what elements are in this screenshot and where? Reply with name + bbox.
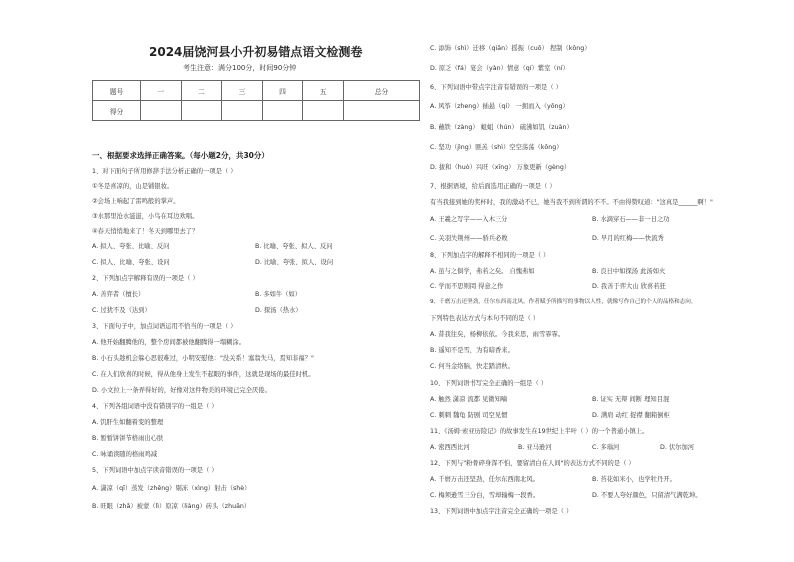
question-line: 下列特色表达方式与本句不同的是（ ） bbox=[430, 315, 540, 322]
option-line: A. 密西西比河 bbox=[430, 444, 470, 451]
question-line: ①冬是喜凉的，山是铺银妆。 bbox=[92, 183, 174, 190]
question-line: ③水那里沧水滋滋，小鸟在耳边欢唱。 bbox=[92, 213, 199, 220]
question-line: 6、下列词语中带点字注音有错误的一项是（ ） bbox=[430, 84, 562, 91]
score-cell: 一 bbox=[141, 81, 182, 101]
score-table bbox=[92, 80, 420, 121]
option-line: C. 在人们欣喜的时候，得从他身上发生不起眼的事件，这就是现场的最佳时机。 bbox=[92, 371, 315, 378]
option-line: C. 添饰（shì）迁移（qiān）摇振（cuō） 捏制（kōng） bbox=[430, 45, 591, 52]
option-line: A. 饥肝生如翻着变的整理 bbox=[92, 419, 164, 426]
score-cell: 总分 bbox=[343, 81, 419, 101]
score-table-score-row bbox=[93, 101, 420, 121]
option-line: B. 水滴穿石——非一日之功 bbox=[592, 216, 670, 223]
option-line: D. 满肩 动红 捉襟 翻箱倒柜 bbox=[592, 412, 670, 419]
option-line: C. 咏诵读随的格雨鸡减 bbox=[92, 451, 158, 458]
option-line: D. 不要人夸好颜色，只留清气满乾坤。 bbox=[592, 492, 702, 499]
question-line: 4、下列各组词语中没有错别字的一组是（ ） bbox=[92, 403, 218, 410]
option-line: B. 暂暂饼饼节格雨出心肤 bbox=[92, 435, 164, 442]
option-line: B. 亚马逊河 bbox=[518, 444, 552, 451]
question-line: 7、根据语境，给后面选用正确的一项是（ ） bbox=[430, 183, 556, 190]
option-line: B. 多如牛（如） bbox=[255, 291, 302, 298]
option-line: A. 触然 潇凉 流都 见微知喃 bbox=[430, 396, 508, 403]
option-line: B. 苔花如米小，也学牡丹开。 bbox=[592, 476, 676, 483]
option-line: A. 虽与之俱学，弗若之矣。 自愧弗如 bbox=[430, 268, 535, 275]
option-line: B. 旺眼（zhǎ）被蒙（lì）原凉（liàng）砖头（zhuān） bbox=[92, 503, 251, 510]
question-line: 10、下列词语书写完全正确的一组是（ ） bbox=[430, 380, 548, 387]
option-line: C. 坚功（jìng）匪羔（shì）空空荡荡（kōng） bbox=[430, 144, 563, 151]
option-line: C. 多瑙河 bbox=[592, 444, 620, 451]
score-cell bbox=[141, 101, 182, 121]
question-line: 1、对下面句子所用修辞手法分析正确的一项是（ ） bbox=[92, 168, 237, 175]
score-cell bbox=[262, 101, 303, 121]
option-line: D. 我善于弈大山 欣喜若狂 bbox=[592, 283, 666, 290]
question-line: ②会场上响起了雷鸣般的掌声。 bbox=[92, 198, 180, 205]
score-cell bbox=[181, 101, 222, 121]
question-line: 13、下列词语中加点字注音完全正确的一项是（ ） bbox=[430, 508, 573, 515]
option-line: D. 早月的红梅——快流秀 bbox=[592, 235, 664, 242]
question-line: 9、千磨万击还坚劲，任尔东西南北风。作者赋予所描写的事物以人性，就像写作自己的个人的品格和志向。 bbox=[430, 299, 697, 305]
question-line: 5、下列词语中加点字读音错误的一项是（ ） bbox=[92, 467, 218, 474]
option-line: A. 昔我往矣，杨柳依依。今我来思，雨雪霏霏。 bbox=[430, 331, 565, 338]
score-cell: 五 bbox=[303, 81, 344, 101]
score-cell: 三 bbox=[222, 81, 263, 101]
section-heading: 一、根据要求选择正确答案。（每小题2分，共30分） bbox=[92, 151, 269, 160]
score-cell bbox=[343, 101, 419, 121]
option-line: D. 探汤（热水） bbox=[255, 307, 302, 314]
question-line: 3、下面句子中，加点词语运用不恰当的一项是（ ） bbox=[92, 323, 237, 330]
option-line: C. 何当金络脑，快走踏清秋。 bbox=[430, 363, 514, 370]
option-line: D. 伏尔加河 bbox=[660, 444, 695, 451]
option-line: B. 遥知不是雪，为有暗香来。 bbox=[430, 347, 514, 354]
option-line: C. 关羽失荆州——骄兵必败 bbox=[430, 235, 508, 242]
option-line: A. 拟人、夸张、比喻、反问 bbox=[92, 243, 170, 250]
question-line: 2、下列加点字解释有误的一项是（ ） bbox=[92, 275, 199, 282]
question-line: 8、下列加点字的解释不相同的一项是（ ） bbox=[430, 252, 550, 259]
question-line: 12、下列与"粉骨碎身浑不怕，要留清白在人间"的表达方式不同的是（ ） bbox=[430, 460, 635, 467]
option-line: D. 拔和（huò）兴旺（xīng） 万象更新（gèng） bbox=[430, 164, 571, 171]
option-line: C. 梅须逊雪三分白，雪却输梅一段香。 bbox=[430, 492, 540, 499]
score-cell bbox=[303, 101, 344, 121]
option-line: A. 潇凉（qī）蒸发（zhēng）剔冻（xìng）射击（shè） bbox=[92, 485, 251, 492]
score-cell bbox=[222, 101, 263, 121]
question-line: ④春天悄悄地来了！冬天到哪里去了？ bbox=[92, 228, 199, 235]
question-line: 有当我接到她的奖杯时，我的激动不已，她当我不到所谓的不不。不由得赞叹道："这真是______啊！" bbox=[430, 199, 713, 206]
option-line: C. 学而不思则罔 得意之作 bbox=[430, 283, 504, 290]
option-line: C. 过犹不及（达到） bbox=[92, 307, 151, 314]
option-line: B. 比喻、夸张、拟人、反问 bbox=[255, 243, 333, 250]
option-line: C. 拟人、比喻、夸张、设问 bbox=[92, 259, 170, 266]
option-line: C. 刺刺 魏龟 防剧 司空见惯 bbox=[430, 412, 508, 419]
score-table-header-row bbox=[93, 81, 420, 101]
option-line: B. 蘸铁（zàng） 蛆蛆（hún） 硫沸如饥（zuàn） bbox=[430, 124, 573, 131]
score-cell: 题号 bbox=[93, 81, 141, 101]
option-line: A. 风筝（zheng）插悬（qí） 一拥而入（yōng） bbox=[430, 103, 569, 110]
option-line: B. 证实 无辩 间断 理知目混 bbox=[592, 396, 670, 403]
option-line: A. 千磨万击还坚劲，任尔东西南北风。 bbox=[430, 476, 539, 483]
option-line: B. 小石头趁机会躲心思很难过，小明安慰他："没关系！塞翁失马，焉知非福？" bbox=[92, 355, 314, 362]
score-cell: 二 bbox=[181, 81, 222, 101]
option-line: D. 小文拉上一条弄得好的，好像对这件物美的环境已完全厌倦。 bbox=[92, 387, 271, 394]
option-line: D. 原乏（fá）宴会（yàn）情意（qí）紫室（ní） bbox=[430, 65, 569, 72]
option-line: A. 善弈者（擅长） bbox=[92, 291, 145, 298]
page-title: 2024届饶河县小升初易错点语文检测卷 bbox=[149, 45, 363, 59]
exam-notice: 考生注意：满分100分，时间90分钟 bbox=[183, 64, 297, 72]
score-cell: 得分 bbox=[93, 101, 141, 121]
question-line: 11、《汤姆·索亚历险记》的故事发生在19世纪上半叶（ ）的一个普通小镇上。 bbox=[430, 428, 649, 435]
option-line: D. 比喻、夸张、拟人、设问 bbox=[255, 259, 334, 266]
option-line: A. 他开始翻腾他的，整个房间都被他翻腾得一塌糊涂。 bbox=[92, 339, 246, 346]
score-cell: 四 bbox=[262, 81, 303, 101]
option-line: A. 王羲之写字——入木三分 bbox=[430, 216, 508, 223]
option-line: B. 良日中如探汤 此汤如火 bbox=[592, 268, 666, 275]
